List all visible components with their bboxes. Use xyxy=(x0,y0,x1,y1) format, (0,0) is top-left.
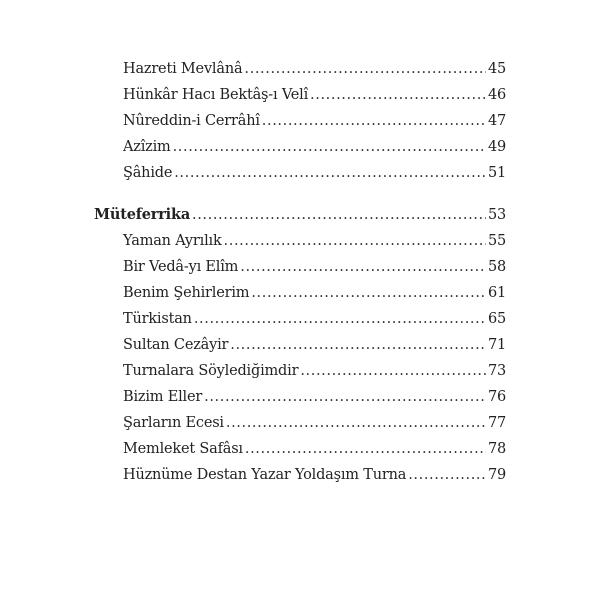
toc-entry[interactable] xyxy=(94,410,506,436)
toc-entry-title: Memleket Safâsı xyxy=(123,441,243,457)
toc-entry-title: Bir Vedâ-yı Elîm xyxy=(123,259,239,275)
toc-entry-page: 49 xyxy=(487,139,506,155)
dot-leader xyxy=(194,306,486,332)
dot-leader xyxy=(300,358,486,384)
toc-entry-title: Hazreti Mevlânâ xyxy=(123,61,243,77)
toc-entry-page: 51 xyxy=(487,165,506,181)
toc-entry-title: Turnalara Söylediğimdir xyxy=(123,363,299,379)
toc-entry-page: 45 xyxy=(487,61,506,77)
toc-entry[interactable] xyxy=(94,358,506,384)
toc-entry-page: 79 xyxy=(487,467,506,483)
dot-leader xyxy=(262,108,486,134)
toc-entry-page: 61 xyxy=(487,285,506,301)
toc-entry[interactable] xyxy=(94,254,506,280)
toc-entry[interactable] xyxy=(94,82,506,108)
dot-leader xyxy=(244,56,486,82)
toc-entry[interactable] xyxy=(94,384,506,410)
toc-entry[interactable] xyxy=(94,160,506,186)
dot-leader xyxy=(251,280,486,306)
toc-entry-title: Azîzim xyxy=(123,139,171,155)
toc-entry-page: 78 xyxy=(487,441,506,457)
dot-leader xyxy=(245,436,486,462)
toc-entry[interactable] xyxy=(94,134,506,160)
toc-entry-page: 46 xyxy=(487,87,506,103)
toc-entry-title: Yaman Ayrılık xyxy=(123,233,222,249)
toc-entry[interactable] xyxy=(94,228,506,254)
dot-leader xyxy=(310,82,486,108)
toc-entry-title: Şarların Ecesi xyxy=(123,415,224,431)
dot-leader xyxy=(174,160,486,186)
toc-entry[interactable] xyxy=(94,462,506,488)
toc-entry-page: 58 xyxy=(487,259,506,275)
table-of-contents xyxy=(94,56,506,488)
dot-leader xyxy=(408,462,486,488)
dot-leader xyxy=(230,332,486,358)
dot-leader xyxy=(204,384,486,410)
toc-entry[interactable] xyxy=(94,306,506,332)
dot-leader xyxy=(173,134,486,160)
toc-entry-page: 47 xyxy=(487,113,506,129)
toc-entry-page: 76 xyxy=(487,389,506,405)
toc-entry-title: Türkistan xyxy=(123,311,192,327)
toc-entry-title: Bizim Eller xyxy=(123,389,203,405)
dot-leader xyxy=(240,254,486,280)
toc-entry-title: Hünkâr Hacı Bektâş-ı Velî xyxy=(123,87,309,103)
toc-entry[interactable] xyxy=(94,332,506,358)
dot-leader xyxy=(226,410,486,436)
toc-section-page: 53 xyxy=(487,207,506,223)
toc-entry[interactable] xyxy=(94,108,506,134)
dot-leader xyxy=(224,228,486,254)
toc-entry-page: 77 xyxy=(487,415,506,431)
toc-entry[interactable] xyxy=(94,56,506,82)
toc-entry-title: Nûreddin-i Cerrâhî xyxy=(123,113,260,129)
toc-entry-title: Şâhide xyxy=(123,165,173,181)
toc-entry-title: Sultan Cezâyir xyxy=(123,337,229,353)
toc-entry-page: 55 xyxy=(487,233,506,249)
toc-entry-page: 65 xyxy=(487,311,506,327)
toc-section-heading[interactable] xyxy=(94,202,506,228)
toc-entry-page: 71 xyxy=(487,337,506,353)
toc-section-title: Müteferrika xyxy=(94,206,191,223)
toc-entry-title: Benim Şehirlerim xyxy=(123,285,250,301)
toc-entry[interactable] xyxy=(94,436,506,462)
toc-entry[interactable] xyxy=(94,280,506,306)
toc-entry-title: Hüznüme Destan Yazar Yoldaşım Turna xyxy=(123,467,407,483)
toc-entry-page: 73 xyxy=(487,363,506,379)
dot-leader xyxy=(192,202,486,228)
